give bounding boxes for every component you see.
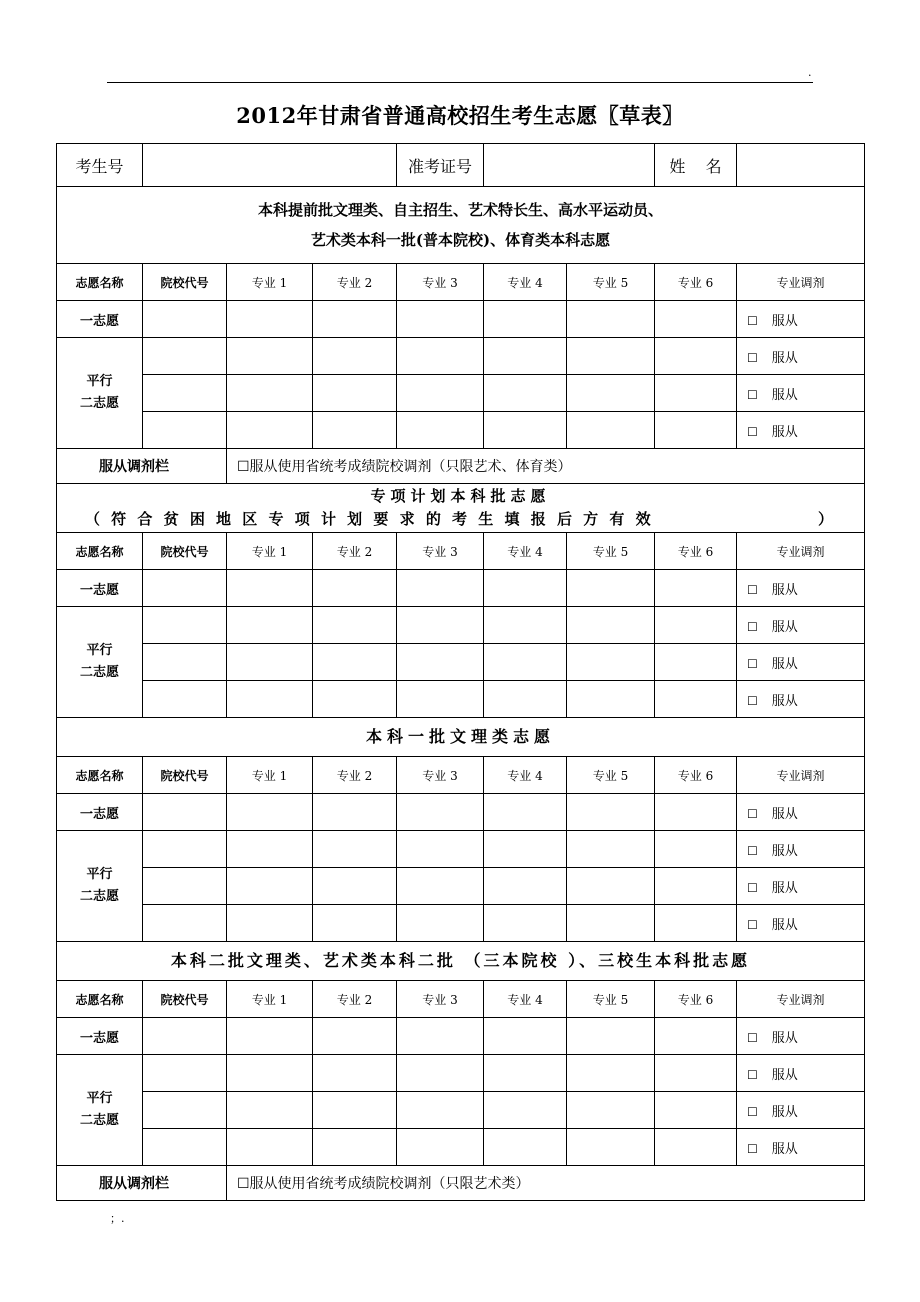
checkbox-icon[interactable]: ☐ <box>747 387 758 402</box>
entry-cell[interactable] <box>397 301 484 338</box>
column-header: 专业 1 <box>227 533 313 570</box>
entry-cell[interactable] <box>397 412 484 449</box>
adjust-checkbox-cell[interactable] <box>737 301 865 338</box>
adjust-row-option[interactable]: ☐服从使用省统考成绩院校调剂（只限艺术、体育类） <box>227 449 865 484</box>
entry-cell[interactable] <box>484 1129 567 1166</box>
entry-cell[interactable] <box>227 644 313 681</box>
obey-label: 服从 <box>771 387 798 403</box>
obey-label: 服从 <box>771 656 798 672</box>
obey-label: 服从 <box>771 582 798 598</box>
entry-cell[interactable] <box>143 1129 227 1166</box>
parallel-label-line2: 二志愿 <box>79 889 119 904</box>
section-title <box>57 187 865 264</box>
first-choice-label: 一志愿 <box>57 570 143 607</box>
column-header: 志愿名称 <box>57 981 143 1018</box>
entry-cell[interactable] <box>313 905 397 942</box>
column-header: 专业 2 <box>313 757 397 794</box>
column-header-row <box>57 264 865 301</box>
adjust-checkbox-cell[interactable] <box>737 794 865 831</box>
adjust-checkbox-cell[interactable] <box>737 868 865 905</box>
entry-cell[interactable] <box>143 301 227 338</box>
entry-cell[interactable] <box>397 905 484 942</box>
obey-label: 服从 <box>771 806 798 822</box>
parallel-label-line1: 平行 <box>86 643 113 658</box>
candidate-info-row <box>57 144 865 187</box>
adjust-row <box>57 449 865 484</box>
parallel-choice-row <box>57 644 865 681</box>
entry-cell[interactable] <box>227 375 313 412</box>
entry-cell[interactable] <box>143 868 227 905</box>
entry-cell[interactable] <box>655 607 737 644</box>
section-title-line1: 本科提前批文理类、自主招生、艺术特长生、高水平运动员、 <box>258 201 664 219</box>
entry-cell[interactable] <box>655 1092 737 1129</box>
parallel-choice-row <box>57 831 865 868</box>
entry-cell[interactable] <box>567 375 655 412</box>
adjust-checkbox-cell[interactable] <box>737 412 865 449</box>
entry-cell[interactable] <box>227 1055 313 1092</box>
entry-cell[interactable] <box>567 1055 655 1092</box>
parallel-choice-row <box>57 681 865 718</box>
first-choice-row <box>57 1018 865 1055</box>
entry-cell[interactable] <box>313 412 397 449</box>
parallel-choice-row <box>57 905 865 942</box>
column-header: 专业 1 <box>227 981 313 1018</box>
entry-cell[interactable] <box>567 301 655 338</box>
entry-cell[interactable] <box>313 794 397 831</box>
first-choice-label: 一志愿 <box>57 1018 143 1055</box>
entry-cell[interactable] <box>397 375 484 412</box>
entry-cell[interactable] <box>313 868 397 905</box>
entry-cell[interactable] <box>484 831 567 868</box>
section-title <box>57 718 865 757</box>
entry-cell[interactable] <box>227 681 313 718</box>
column-header: 专业 6 <box>655 757 737 794</box>
entry-cell[interactable] <box>567 644 655 681</box>
exam-no-label: 考生号 <box>57 144 143 187</box>
entry-cell[interactable] <box>143 831 227 868</box>
column-header: 志愿名称 <box>57 264 143 301</box>
column-header: 专业 5 <box>567 757 655 794</box>
entry-cell[interactable] <box>484 681 567 718</box>
entry-cell[interactable] <box>484 644 567 681</box>
page-title: 2012年甘肃省普通高校招生考生志愿〖草表〗 <box>236 103 684 128</box>
entry-cell[interactable] <box>655 868 737 905</box>
entry-cell[interactable] <box>313 607 397 644</box>
checkbox-icon[interactable]: ☐ <box>747 1067 758 1082</box>
entry-cell[interactable] <box>397 1055 484 1092</box>
entry-cell[interactable] <box>484 412 567 449</box>
entry-cell[interactable] <box>567 607 655 644</box>
obey-label: 服从 <box>771 1067 798 1083</box>
entry-cell[interactable] <box>484 607 567 644</box>
adjust-checkbox-cell[interactable] <box>737 607 865 644</box>
entry-cell[interactable] <box>655 644 737 681</box>
parallel-label-line1: 平行 <box>86 1091 113 1106</box>
ticket-no-label: 准考证号 <box>397 144 484 187</box>
entry-cell[interactable] <box>655 1055 737 1092</box>
entry-cell[interactable] <box>567 412 655 449</box>
section-title-row <box>57 484 865 533</box>
column-header: 专业 4 <box>484 533 567 570</box>
column-header: 专业 4 <box>484 757 567 794</box>
section-title-line2: 艺术类本科一批(普本院校)、体育类本科志愿 <box>310 231 611 249</box>
column-header: 志愿名称 <box>57 757 143 794</box>
entry-cell[interactable] <box>313 681 397 718</box>
obey-label: 服从 <box>771 424 798 440</box>
parallel-label-line1: 平行 <box>86 867 113 882</box>
entry-cell[interactable] <box>143 338 227 375</box>
corner-mark: . <box>808 66 812 79</box>
column-header: 专业 2 <box>313 533 397 570</box>
obey-label: 服从 <box>771 1030 798 1046</box>
column-header: 院校代号 <box>143 533 227 570</box>
entry-cell[interactable] <box>143 905 227 942</box>
column-header: 专业调剂 <box>737 757 865 794</box>
obey-label: 服从 <box>771 619 798 635</box>
entry-cell[interactable] <box>227 868 313 905</box>
entry-cell[interactable] <box>567 338 655 375</box>
entry-cell[interactable] <box>484 1092 567 1129</box>
column-header: 专业 6 <box>655 264 737 301</box>
adjust-checkbox-cell[interactable] <box>737 338 865 375</box>
parallel-choice-row <box>57 375 865 412</box>
entry-cell[interactable] <box>313 1092 397 1129</box>
parallel-choice-label <box>57 338 143 449</box>
column-header: 专业 5 <box>567 264 655 301</box>
column-header: 专业 1 <box>227 757 313 794</box>
entry-cell[interactable] <box>143 412 227 449</box>
entry-cell[interactable] <box>397 570 484 607</box>
entry-cell[interactable] <box>567 1018 655 1055</box>
checkbox-icon[interactable]: ☐ <box>747 1104 758 1119</box>
checkbox-icon[interactable]: ☐ <box>747 313 758 328</box>
entry-cell[interactable] <box>313 338 397 375</box>
entry-cell[interactable] <box>655 681 737 718</box>
entry-cell[interactable] <box>143 644 227 681</box>
entry-cell[interactable] <box>655 570 737 607</box>
column-header: 专业 5 <box>567 533 655 570</box>
entry-cell[interactable] <box>227 831 313 868</box>
parallel-choice-row <box>57 1129 865 1166</box>
column-header: 专业 6 <box>655 981 737 1018</box>
entry-cell[interactable] <box>227 301 313 338</box>
entry-cell[interactable] <box>484 570 567 607</box>
entry-cell[interactable] <box>227 570 313 607</box>
obey-label: 服从 <box>771 1104 798 1120</box>
entry-cell[interactable] <box>143 1018 227 1055</box>
section-title-line1: 本科二批文理类、艺术类本科二批 （三本院校 ）、三校生本科批志愿 <box>170 951 751 970</box>
section-title <box>57 484 865 533</box>
adjust-row-option[interactable]: ☐服从使用省统考成绩院校调剂（只限艺术类） <box>227 1166 865 1201</box>
entry-cell[interactable] <box>655 1018 737 1055</box>
checkbox-icon[interactable]: ☐ <box>747 880 758 895</box>
entry-cell[interactable] <box>397 338 484 375</box>
entry-cell[interactable] <box>397 868 484 905</box>
checkbox-icon[interactable]: ☐ <box>747 843 758 858</box>
top-rule <box>107 82 813 83</box>
parallel-label-line2: 二志愿 <box>79 1113 119 1128</box>
entry-cell[interactable] <box>655 905 737 942</box>
obey-label: 服从 <box>771 693 798 709</box>
obey-label: 服从 <box>771 350 798 366</box>
adjust-row <box>57 1166 865 1201</box>
checkbox-icon[interactable]: ☐ <box>747 917 758 932</box>
entry-cell[interactable] <box>313 1018 397 1055</box>
column-header: 志愿名称 <box>57 533 143 570</box>
column-header: 专业 3 <box>397 264 484 301</box>
entry-cell[interactable] <box>397 681 484 718</box>
entry-cell[interactable] <box>227 905 313 942</box>
adjust-checkbox-cell[interactable] <box>737 644 865 681</box>
entry-cell[interactable] <box>227 412 313 449</box>
checkbox-icon[interactable]: ☐ <box>747 806 758 821</box>
adjust-row-label: 服从调剂栏 <box>57 449 227 484</box>
column-header: 专业 2 <box>313 264 397 301</box>
parallel-choice-row <box>57 607 865 644</box>
parallel-choice-row <box>57 412 865 449</box>
parallel-label-line2: 二志愿 <box>79 665 119 680</box>
entry-cell[interactable] <box>484 905 567 942</box>
adjust-checkbox-cell[interactable] <box>737 1129 865 1166</box>
entry-cell[interactable] <box>655 301 737 338</box>
ticket-no-field[interactable] <box>484 144 655 187</box>
checkbox-icon[interactable]: ☐ <box>747 619 758 634</box>
column-header: 专业 2 <box>313 981 397 1018</box>
entry-cell[interactable] <box>567 831 655 868</box>
section-title-line1: 专项计划本科批志愿 <box>370 487 551 505</box>
entry-cell[interactable] <box>484 794 567 831</box>
entry-cell[interactable] <box>313 644 397 681</box>
entry-cell[interactable] <box>313 570 397 607</box>
adjust-checkbox-cell[interactable] <box>737 1018 865 1055</box>
column-header: 专业调剂 <box>737 981 865 1018</box>
checkbox-icon[interactable]: ☐ <box>747 424 758 439</box>
entry-cell[interactable] <box>313 1055 397 1092</box>
entry-cell[interactable] <box>567 1129 655 1166</box>
entry-cell[interactable] <box>227 338 313 375</box>
adjust-checkbox-cell[interactable] <box>737 831 865 868</box>
column-header: 专业 3 <box>397 757 484 794</box>
checkbox-icon[interactable]: ☐ <box>747 1141 758 1156</box>
entry-cell[interactable] <box>655 375 737 412</box>
checkbox-icon[interactable]: ☐ <box>747 350 758 365</box>
entry-cell[interactable] <box>313 831 397 868</box>
entry-cell[interactable] <box>397 644 484 681</box>
entry-cell[interactable] <box>567 794 655 831</box>
column-header: 院校代号 <box>143 757 227 794</box>
entry-cell[interactable] <box>567 1092 655 1129</box>
entry-cell[interactable] <box>397 607 484 644</box>
entry-cell[interactable] <box>655 831 737 868</box>
parallel-choice-label <box>57 1055 143 1166</box>
entry-cell[interactable] <box>227 1018 313 1055</box>
column-header: 专业 6 <box>655 533 737 570</box>
parallel-label-line2: 二志愿 <box>79 396 119 411</box>
entry-cell[interactable] <box>227 794 313 831</box>
adjust-row-label: 服从调剂栏 <box>57 1166 227 1201</box>
entry-cell[interactable] <box>313 1129 397 1166</box>
column-header: 院校代号 <box>143 264 227 301</box>
entry-cell[interactable] <box>227 607 313 644</box>
entry-cell[interactable] <box>227 1092 313 1129</box>
entry-cell[interactable] <box>143 375 227 412</box>
first-choice-row <box>57 301 865 338</box>
adjust-checkbox-cell[interactable] <box>737 1092 865 1129</box>
column-header-row <box>57 981 865 1018</box>
application-form-table <box>56 143 865 1201</box>
entry-cell[interactable] <box>567 868 655 905</box>
checkbox-icon[interactable]: ☐ <box>747 1030 758 1045</box>
parallel-choice-label <box>57 831 143 942</box>
first-choice-label: 一志愿 <box>57 794 143 831</box>
obey-label: 服从 <box>771 313 798 329</box>
entry-cell[interactable] <box>143 570 227 607</box>
obey-label: 服从 <box>771 1141 798 1157</box>
column-header: 专业 5 <box>567 981 655 1018</box>
entry-cell[interactable] <box>143 681 227 718</box>
column-header: 专业 3 <box>397 981 484 1018</box>
entry-cell[interactable] <box>655 412 737 449</box>
parallel-choice-row <box>57 868 865 905</box>
entry-cell[interactable] <box>397 1129 484 1166</box>
entry-cell[interactable] <box>484 301 567 338</box>
entry-cell[interactable] <box>567 570 655 607</box>
section-title-row <box>57 718 865 757</box>
section-title <box>57 942 865 981</box>
obey-label: 服从 <box>771 917 798 933</box>
exam-no-field[interactable] <box>143 144 397 187</box>
checkbox-icon[interactable]: ☐ <box>747 582 758 597</box>
entry-cell[interactable] <box>313 375 397 412</box>
entry-cell[interactable] <box>655 794 737 831</box>
first-choice-label: 一志愿 <box>57 301 143 338</box>
entry-cell[interactable] <box>484 338 567 375</box>
column-header: 专业调剂 <box>737 533 865 570</box>
checkbox-icon[interactable]: ☐ <box>747 693 758 708</box>
column-header-row <box>57 533 865 570</box>
column-header: 专业调剂 <box>737 264 865 301</box>
parallel-choice-label <box>57 607 143 718</box>
footer-mark: ；. <box>110 1212 125 1225</box>
entry-cell[interactable] <box>227 1129 313 1166</box>
section-title-line1: 本科一批文理类志愿 <box>366 727 556 746</box>
section-title-line2: （ 符 合 贫 困 地 区 专 项 计 划 要 求 的 考 生 填 报 后 方 有 效 ） <box>84 510 837 528</box>
section-title-row <box>57 187 865 264</box>
entry-cell[interactable] <box>397 794 484 831</box>
entry-cell[interactable] <box>484 375 567 412</box>
adjust-checkbox-cell[interactable] <box>737 681 865 718</box>
entry-cell[interactable] <box>484 1018 567 1055</box>
entry-cell[interactable] <box>143 607 227 644</box>
entry-cell[interactable] <box>484 868 567 905</box>
column-header: 专业 3 <box>397 533 484 570</box>
parallel-choice-row <box>57 1055 865 1092</box>
entry-cell[interactable] <box>655 338 737 375</box>
adjust-checkbox-cell[interactable] <box>737 1055 865 1092</box>
section-title-row <box>57 942 865 981</box>
obey-label: 服从 <box>771 843 798 859</box>
entry-cell[interactable] <box>397 1092 484 1129</box>
adjust-checkbox-cell[interactable] <box>737 905 865 942</box>
first-choice-row <box>57 794 865 831</box>
checkbox-icon[interactable]: ☐ <box>747 656 758 671</box>
entry-cell[interactable] <box>567 905 655 942</box>
entry-cell[interactable] <box>143 1055 227 1092</box>
parallel-choice-row <box>57 338 865 375</box>
column-header: 专业 1 <box>227 264 313 301</box>
column-header: 专业 4 <box>484 981 567 1018</box>
column-header-row <box>57 757 865 794</box>
entry-cell[interactable] <box>655 1129 737 1166</box>
adjust-checkbox-cell[interactable] <box>737 375 865 412</box>
entry-cell[interactable] <box>397 831 484 868</box>
entry-cell[interactable] <box>143 1092 227 1129</box>
column-header: 专业 4 <box>484 264 567 301</box>
entry-cell[interactable] <box>313 301 397 338</box>
adjust-checkbox-cell[interactable] <box>737 570 865 607</box>
column-header: 院校代号 <box>143 981 227 1018</box>
entry-cell[interactable] <box>397 1018 484 1055</box>
parallel-choice-row <box>57 1092 865 1129</box>
parallel-label-line1: 平行 <box>86 374 113 389</box>
name-label: 姓 名 <box>655 144 737 187</box>
entry-cell[interactable] <box>567 681 655 718</box>
obey-label: 服从 <box>771 880 798 896</box>
entry-cell[interactable] <box>143 794 227 831</box>
name-field[interactable] <box>737 144 865 187</box>
entry-cell[interactable] <box>484 1055 567 1092</box>
first-choice-row <box>57 570 865 607</box>
